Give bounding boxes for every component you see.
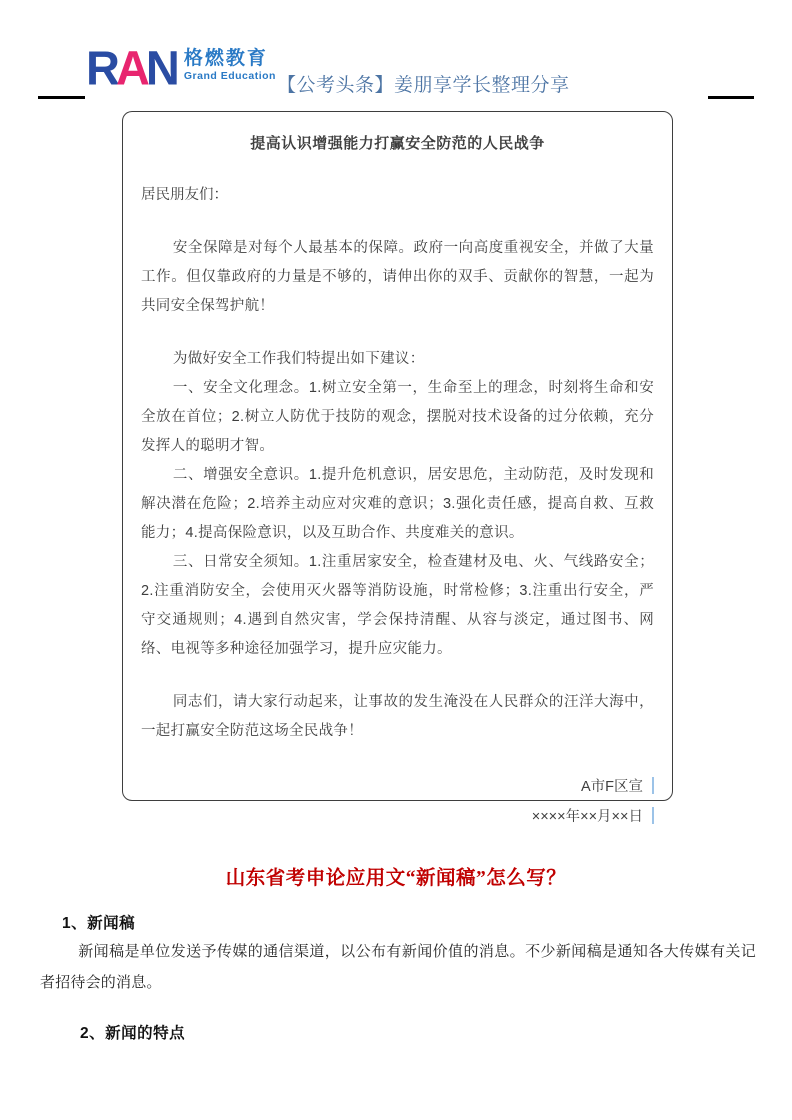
logo-letter-a: A [115, 40, 146, 95]
brand-name-en: Grand Education [183, 70, 276, 82]
brand-wordmark [86, 40, 176, 95]
section-heading-2: 2、新闻的特点 [80, 1025, 186, 1042]
letter-paragraph: 为做好安全工作我们特提出如下建议： [172, 351, 425, 367]
letter-title: 提高认识增强能力打赢安全防范的人民战争 [250, 135, 545, 152]
letter-date [141, 802, 654, 832]
letter-signer [141, 772, 654, 802]
logo-letter-n: N [145, 40, 176, 95]
letter-box [122, 111, 673, 825]
letter-paragraph: 同志们，请大家行动起来，让事故的发生淹没在人民群众的汪洋大海中，一起打赢安全防范这场全民战争！ [141, 694, 654, 739]
header-rule-left [38, 96, 85, 99]
text-cursor-mark [652, 807, 654, 824]
header-headline: 【公考头条】姜朋享学长整理分享 [277, 75, 570, 96]
letter-signature-block [141, 772, 654, 832]
text-cursor-mark [652, 777, 654, 794]
section-body-1: 新闻稿是单位发送予传媒的通信渠道，以公布有新闻价值的消息。不少新闻稿是通知各大传媒有关记者招待会的消息。 [40, 943, 756, 991]
letter-salutation: 居民朋友们： [141, 187, 228, 203]
letter-paragraph: 安全保障是对每个人最基本的保障。政府一向高度重视安全，并做了大量工作。但仅靠政府的力量是不够的，请伸出你的双手、贡献你的智慧，一起为共同安全保驾护航！ [141, 240, 654, 314]
brand-name-cn: 格燃教育 [183, 48, 268, 69]
letter-date-text: ××××年××月××日 [531, 809, 643, 825]
header-rule-right [708, 96, 754, 99]
article-title: 山东省考申论应用文“新闻稿”怎么写？ [225, 868, 567, 889]
logo-letter-r: R [86, 40, 116, 95]
letter-paragraph: 一、安全文化理念。1.树立安全第一，生命至上的理念，时刻将生命和安全放在首位；2.树立人防优于技防的观念，摆脱对技术设备的过分依赖，充分发挥人的聪明才智。 [141, 380, 654, 454]
letter-signer-text: A市F区宣 [580, 779, 643, 795]
brand-logo [86, 40, 276, 95]
section-heading-1: 1、新闻稿 [62, 915, 136, 932]
brand-name-block [184, 44, 276, 83]
letter-paragraph: 二、增强安全意识。1.提升危机意识，居安思危，主动防范，及时发现和解决潜在危险；2.培养主动应对灾难的意识；3.强化责任感，提高自救、互救能力；4.提高保险意识，以及互助合作、共度难关的意识。 [141, 467, 654, 541]
letter-paragraph: 三、日常安全须知。1.注重居家安全，检查建材及电、火、气线路安全；2.注重消防安全，会使用灭火器等消防设施，时常检修；3.注重出行安全，严守交通规则；4.遇到自然灾害，学会保持清醒、从容与淡定，通过图书、网络、电视等多种途径加强学习，提升应灾能力。 [141, 554, 654, 657]
